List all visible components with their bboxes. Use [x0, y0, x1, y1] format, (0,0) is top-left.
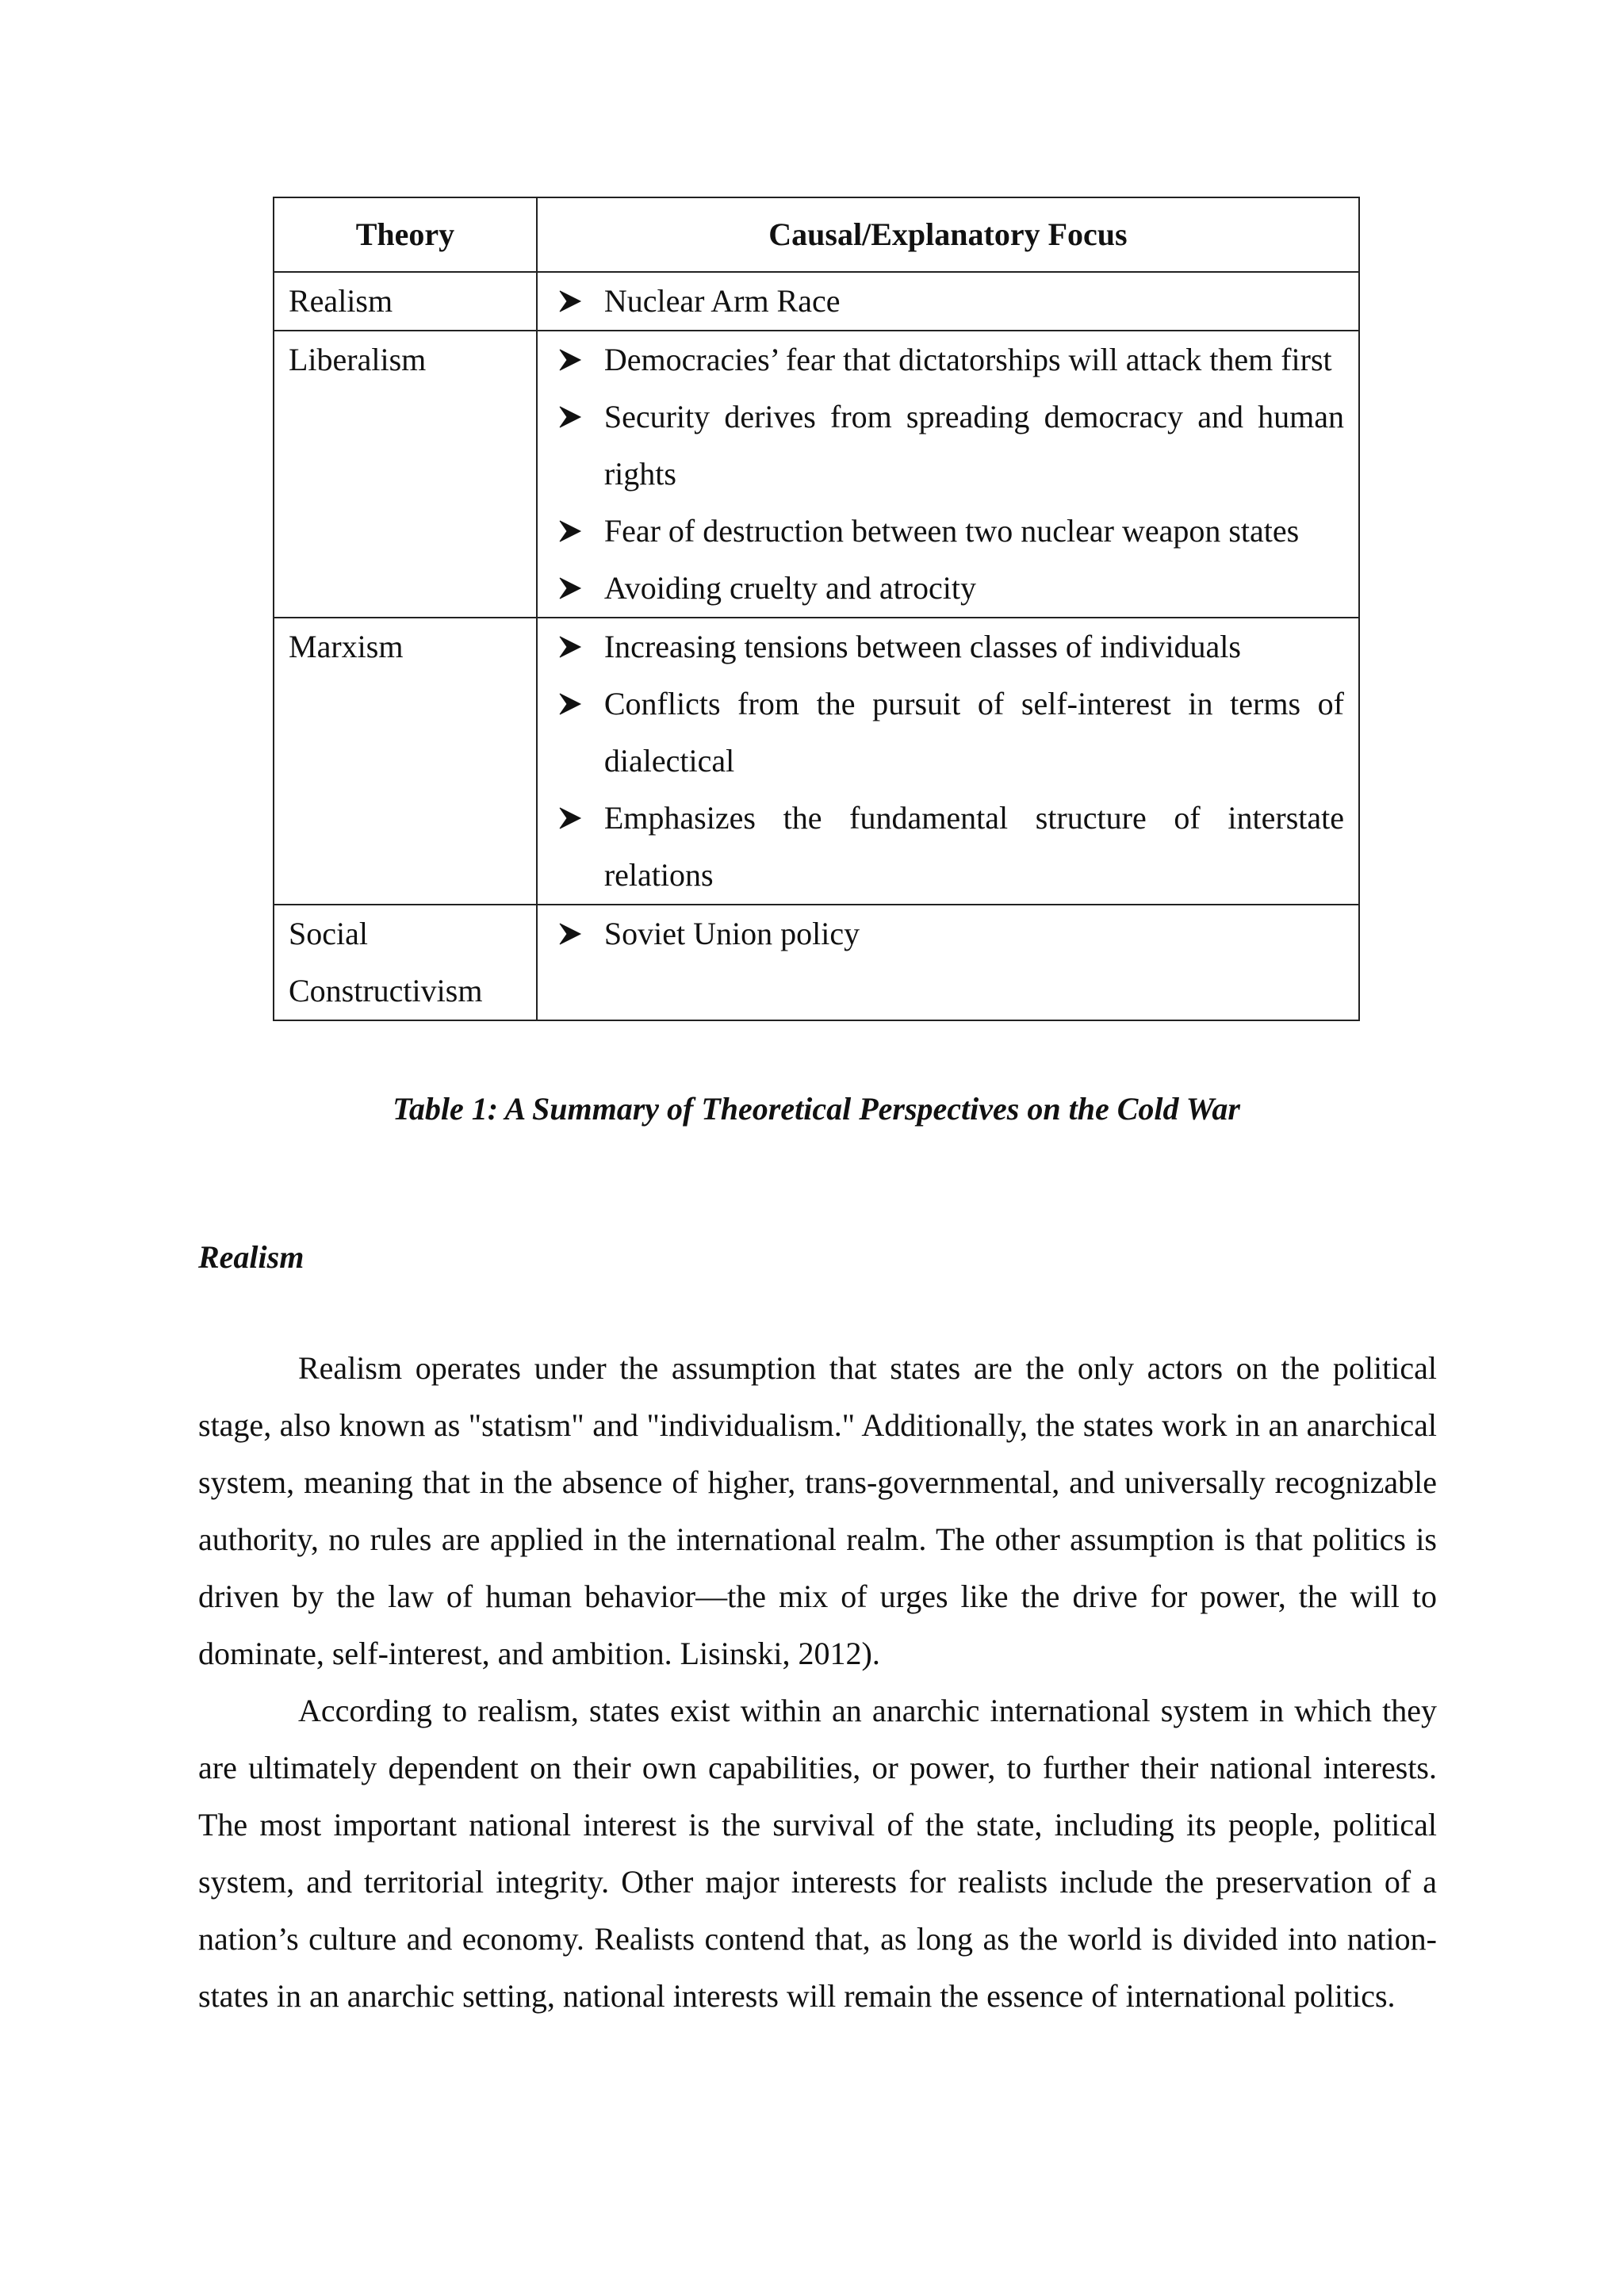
- focus-item-text: Nuclear Arm Race: [603, 283, 841, 319]
- paragraph: Realism operates under the assumption that states are the only actors on the political stage, also known as "statism" and "individualism." Additionally, the states work in an anarchical system, meaning that in the absence of higher, trans-governmental, and universally recognizable authority, no rules are applied in the international realm. The other assumption is that politics is driven by the law of human behavior—the mix of urges like the drive for power, the will to dominate, self-interest, and ambition. Lisinski, 2012).: [198, 1350, 1437, 1671]
- table-caption: Table 1: A Summary of Theoretical Perspectives on the Cold War: [393, 1091, 1240, 1127]
- theory-cell: Realism: [274, 272, 537, 331]
- arrowhead-bullet-icon: [550, 503, 604, 560]
- list-item: [550, 503, 1344, 560]
- arrowhead-bullet-icon: [550, 273, 604, 330]
- table-body: [274, 272, 1359, 1020]
- focus-list: [550, 331, 1344, 617]
- focus-item-text: Security derives from spreading democracy and human rights: [603, 399, 1344, 492]
- list-item: [550, 790, 1344, 904]
- section-heading: Realism: [198, 1239, 304, 1275]
- focus-item-text: Increasing tensions between classes of individuals: [603, 629, 1241, 664]
- arrowhead-bullet-icon: [550, 905, 604, 962]
- focus-list: [550, 273, 1344, 330]
- paragraph: According to realism, states exist within an anarchic international system in which they are ultimately dependent on their own capabilities, or power, to further their national interests. The most important national interest is the survival of the state, including its people, political system, and territorial integrity. Other major interests for realists include the preservation of a nation’s culture and economy. Realists contend that, as long as the world is divided into nation-states in an anarchic setting, national interests will remain the essence of international politics.: [198, 1693, 1437, 2014]
- focus-item-text: Democracies’ fear that dictatorships will attack them first: [603, 342, 1332, 377]
- theory-cell: Liberalism: [274, 331, 537, 618]
- list-item: [550, 273, 1344, 330]
- focus-item-text: Emphasizes the fundamental structure of interstate relations: [603, 800, 1344, 893]
- theory-cell: Marxism: [274, 618, 537, 905]
- focus-cell: [537, 905, 1359, 1020]
- theory-cell: Social Constructivism: [274, 905, 537, 1020]
- table-row: [274, 331, 1359, 618]
- list-item: [550, 388, 1344, 503]
- arrowhead-bullet-icon: [550, 560, 604, 617]
- focus-list: [550, 618, 1344, 904]
- list-item: [550, 905, 1344, 962]
- focus-item-text: Avoiding cruelty and atrocity: [603, 570, 976, 606]
- body-text: [198, 1340, 1437, 2025]
- header-focus: Causal/Explanatory Focus: [537, 197, 1359, 272]
- focus-cell: [537, 272, 1359, 331]
- table-row: [274, 618, 1359, 905]
- focus-cell: [537, 618, 1359, 905]
- table-header-row: [274, 197, 1359, 272]
- focus-item-text: Fear of destruction between two nuclear weapon states: [603, 513, 1300, 549]
- focus-list: [550, 905, 1344, 962]
- theory-summary-table: [273, 197, 1360, 1021]
- arrowhead-bullet-icon: [550, 675, 604, 733]
- focus-item-text: Conflicts from the pursuit of self-interest in terms of dialectical: [603, 686, 1344, 779]
- list-item: [550, 331, 1344, 388]
- arrowhead-bullet-icon: [550, 388, 604, 446]
- list-item: [550, 560, 1344, 617]
- table-row: [274, 272, 1359, 331]
- focus-cell: [537, 331, 1359, 618]
- list-item: [550, 675, 1344, 790]
- table-row: [274, 905, 1359, 1020]
- header-theory: Theory: [274, 197, 537, 272]
- arrowhead-bullet-icon: [550, 790, 604, 847]
- arrowhead-bullet-icon: [550, 618, 604, 675]
- list-item: [550, 618, 1344, 675]
- arrowhead-bullet-icon: [550, 331, 604, 388]
- focus-item-text: Soviet Union policy: [603, 916, 860, 951]
